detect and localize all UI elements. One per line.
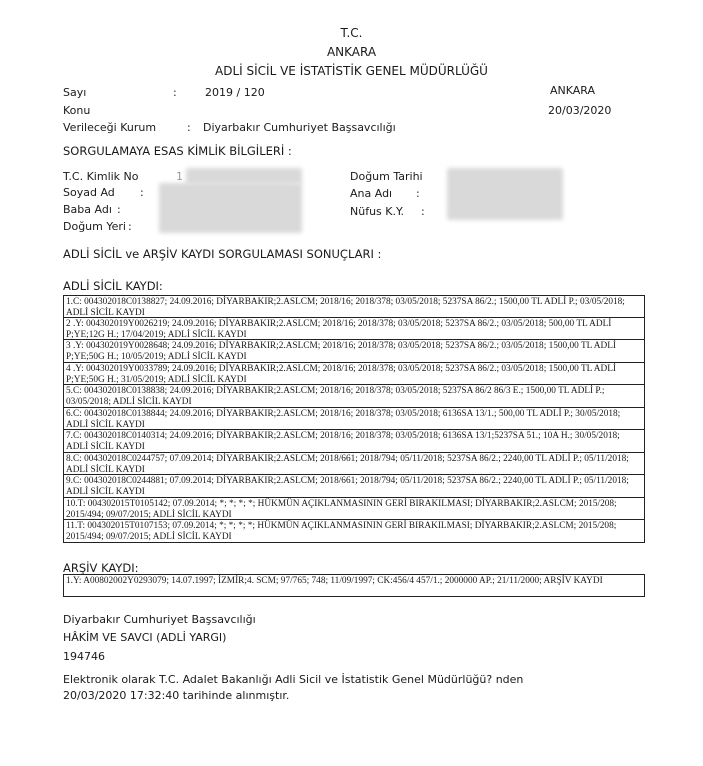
- document-date: 20/03/2020: [548, 104, 612, 117]
- record-row: 7.C: 004302018C0140314; 24.09.2016; DİYARBAKIR;2.ASLCM; 2018/16; 2018/378; 03/05/2018; 6136SA 13/1;5237SA 51.; 10A H.; 30/05/2018; ADLİ SİCİL KAYDI: [63, 430, 645, 453]
- tc-kimlik-partial: 1: [176, 170, 183, 183]
- nufus-label: Nüfus K.Y.: [350, 205, 404, 218]
- city-label: ANKARA: [550, 84, 596, 97]
- tc-kimlik-label: T.C. Kimlik No: [63, 170, 139, 183]
- record-row: 8.C: 004302018C0244757; 07.09.2014; DİYARBAKIR;2.ASLCM; 2018/661; 2018/794; 05/11/2018; 5237SA 86/2.; 2240,00 TL ADLİ P.; 05/11/2018; ADLİ SİCİL KAYDI: [63, 453, 645, 476]
- redaction-tc: [186, 168, 302, 184]
- redaction-name: [159, 183, 302, 233]
- record-row: 6.C: 004302018C0138844; 24.09.2016; DİYARBAKIR;2.ASLCM; 2018/16; 2018/378; 03/05/2018; 6136SA 13/1.; 500,00 TL ADLİ P.; 30/05/2018; ADLİ SİCİL KAYDI: [63, 408, 645, 431]
- record-row: 9.C: 004302018C0244881; 07.09.2014; DİYARBAKIR;2.ASLCM; 2018/661; 2018/794; 05/11/2018; 5237SA 86/2.; 2240,00 TL ADLİ P.; 05/11/2018; ADLİ SİCİL KAYDI: [63, 475, 645, 498]
- baba-adi-separator: :: [117, 203, 121, 216]
- record-row: 1.C: 004302018C0138827; 24.09.2016; DİYARBAKIR;2.ASLCM; 2018/16; 2018/378; 03/05/2018; 5237SA 86/2.; 1500,00 TL ADLİ P.; 03/05/2018; ADLİ SİCİL KAYDI: [63, 295, 645, 318]
- soyad-separator: :: [140, 186, 144, 199]
- baba-adi-label: Baba Adı: [63, 203, 112, 216]
- dogum-tarihi-label: Doğum Tarihi: [350, 170, 423, 183]
- record-row: 3 .Y: 004302019Y0028648; 24.09.2016; DİYARBAKIR;2.ASLCM; 2018/16; 2018/378; 03/05/2018; 5237SA 86/2.; 03/05/2018; 1500,00 TL ADLİ P;YE;50G H.; 10/05/2019; ADLİ SİCİL KAYDI: [63, 340, 645, 363]
- soyad-label: Soyad Ad: [63, 186, 115, 199]
- dogum-yeri-separator: :: [128, 220, 132, 233]
- sayi-value: 2019 / 120: [205, 86, 265, 99]
- kurum-value: Diyarbakır Cumhuriyet Başsavcılığı: [203, 121, 396, 134]
- header-city: ANKARA: [326, 45, 377, 59]
- sayi-separator: :: [173, 86, 177, 99]
- footer-note-line2: 20/03/2020 17:32:40 tarihinde alınmıştır.: [63, 689, 290, 702]
- record-row: 4 .Y: 004302019Y0033789; 24.09.2016; DİYARBAKIR;2.ASLCM; 2018/16; 2018/378; 03/05/2018; 5237SA 86/2.; 03/05/2018; 1500,00 TL ADLİ P;YE;50G H.; 31/05/2019; ADLİ SİCİL KAYDI: [63, 363, 645, 386]
- record-row: 11.T: 004302015T0107153; 07.09.2014; *; *; *; *; HÜKMÜN AÇIKLANMASININ GERİ BIRAKILMASI; DİYARBAKIR;2.ASLCM; 2015/208; 2015/494; 09/07/2015; ADLİ SİCİL KAYDI: [63, 520, 645, 543]
- record-row: 5.C: 004302018C0138838; 24.09.2016; DİYARBAKIR;2.ASLCM; 2018/16; 2018/378; 03/05/2018; 5237SA 86/2 86/3 E.; 1500,00 TL ADLİ P.; 03/05/2018; ADLİ SİCİL KAYDI: [63, 385, 645, 408]
- footer-office: Diyarbakır Cumhuriyet Başsavcılığı: [63, 613, 256, 626]
- kurum-label: Verileceği Kurum: [63, 121, 157, 134]
- adli-sicil-title: ADLİ SİCİL KAYDI:: [63, 279, 163, 293]
- ana-adi-separator: :: [416, 187, 420, 200]
- footer-role: HÂKİM VE SAVCI (ADLİ YARGI): [63, 631, 227, 644]
- adli-sicil-records: [63, 295, 645, 543]
- nufus-separator: :: [421, 205, 425, 218]
- arsiv-records: [63, 574, 645, 597]
- redaction-right: [447, 168, 563, 220]
- results-title: ADLİ SİCİL ve ARŞİV KAYDI SORGULAMASI SONUÇLARI :: [63, 247, 382, 261]
- kurum-separator: :: [187, 121, 191, 134]
- record-row: 1.Y: A00802002Y0293079; 14.07.1997; İZMİR;4. SCM; 97/765; 748; 11/09/1997; CK:456/4 457/1.; 2000000 AP.; 21/11/2000; ARŞİV KAYDI: [63, 574, 645, 597]
- record-row: 2 .Y: 004302019Y0026219; 24.09.2016; DİYARBAKIR;2.ASLCM; 2018/16; 2018/378; 03/05/2018; 5237SA 86/2.; 03/05/2018; 500,00 TL ADLİ P;YE;12G H.; 17/04/2019; ADLİ SİCİL KAYDI: [63, 318, 645, 341]
- footer-note-line1: Elektronik olarak T.C. Adalet Bakanlığı Adli Sicil ve İstatistik Genel Müdürlüğü? nden: [63, 673, 524, 686]
- ana-adi-label: Ana Adı: [350, 187, 393, 200]
- dogum-yeri-label: Doğum Yeri: [63, 220, 126, 233]
- identity-title: SORGULAMAYA ESAS KİMLİK BİLGİLERİ :: [63, 144, 292, 158]
- header-directorate: ADLİ SİCİL VE İSTATİSTİK GENEL MÜDÜRLÜĞÜ: [215, 64, 488, 78]
- konu-label: Konu: [63, 104, 91, 117]
- record-row: 10.T: 004302015T0105142; 07.09.2014; *; *; *; *; HÜKMÜN AÇIKLANMASININ GERİ BIRAKILMASI; DİYARBAKIR;2.ASLCM; 2015/208; 2015/494; 09/07/2015; ADLİ SİCİL KAYDI: [63, 498, 645, 521]
- footer-number: 194746: [63, 650, 105, 663]
- header-tc: T.C.: [340, 26, 363, 40]
- arsiv-title: ARŞİV KAYDI:: [63, 561, 139, 575]
- sayi-label: Sayı: [63, 86, 87, 99]
